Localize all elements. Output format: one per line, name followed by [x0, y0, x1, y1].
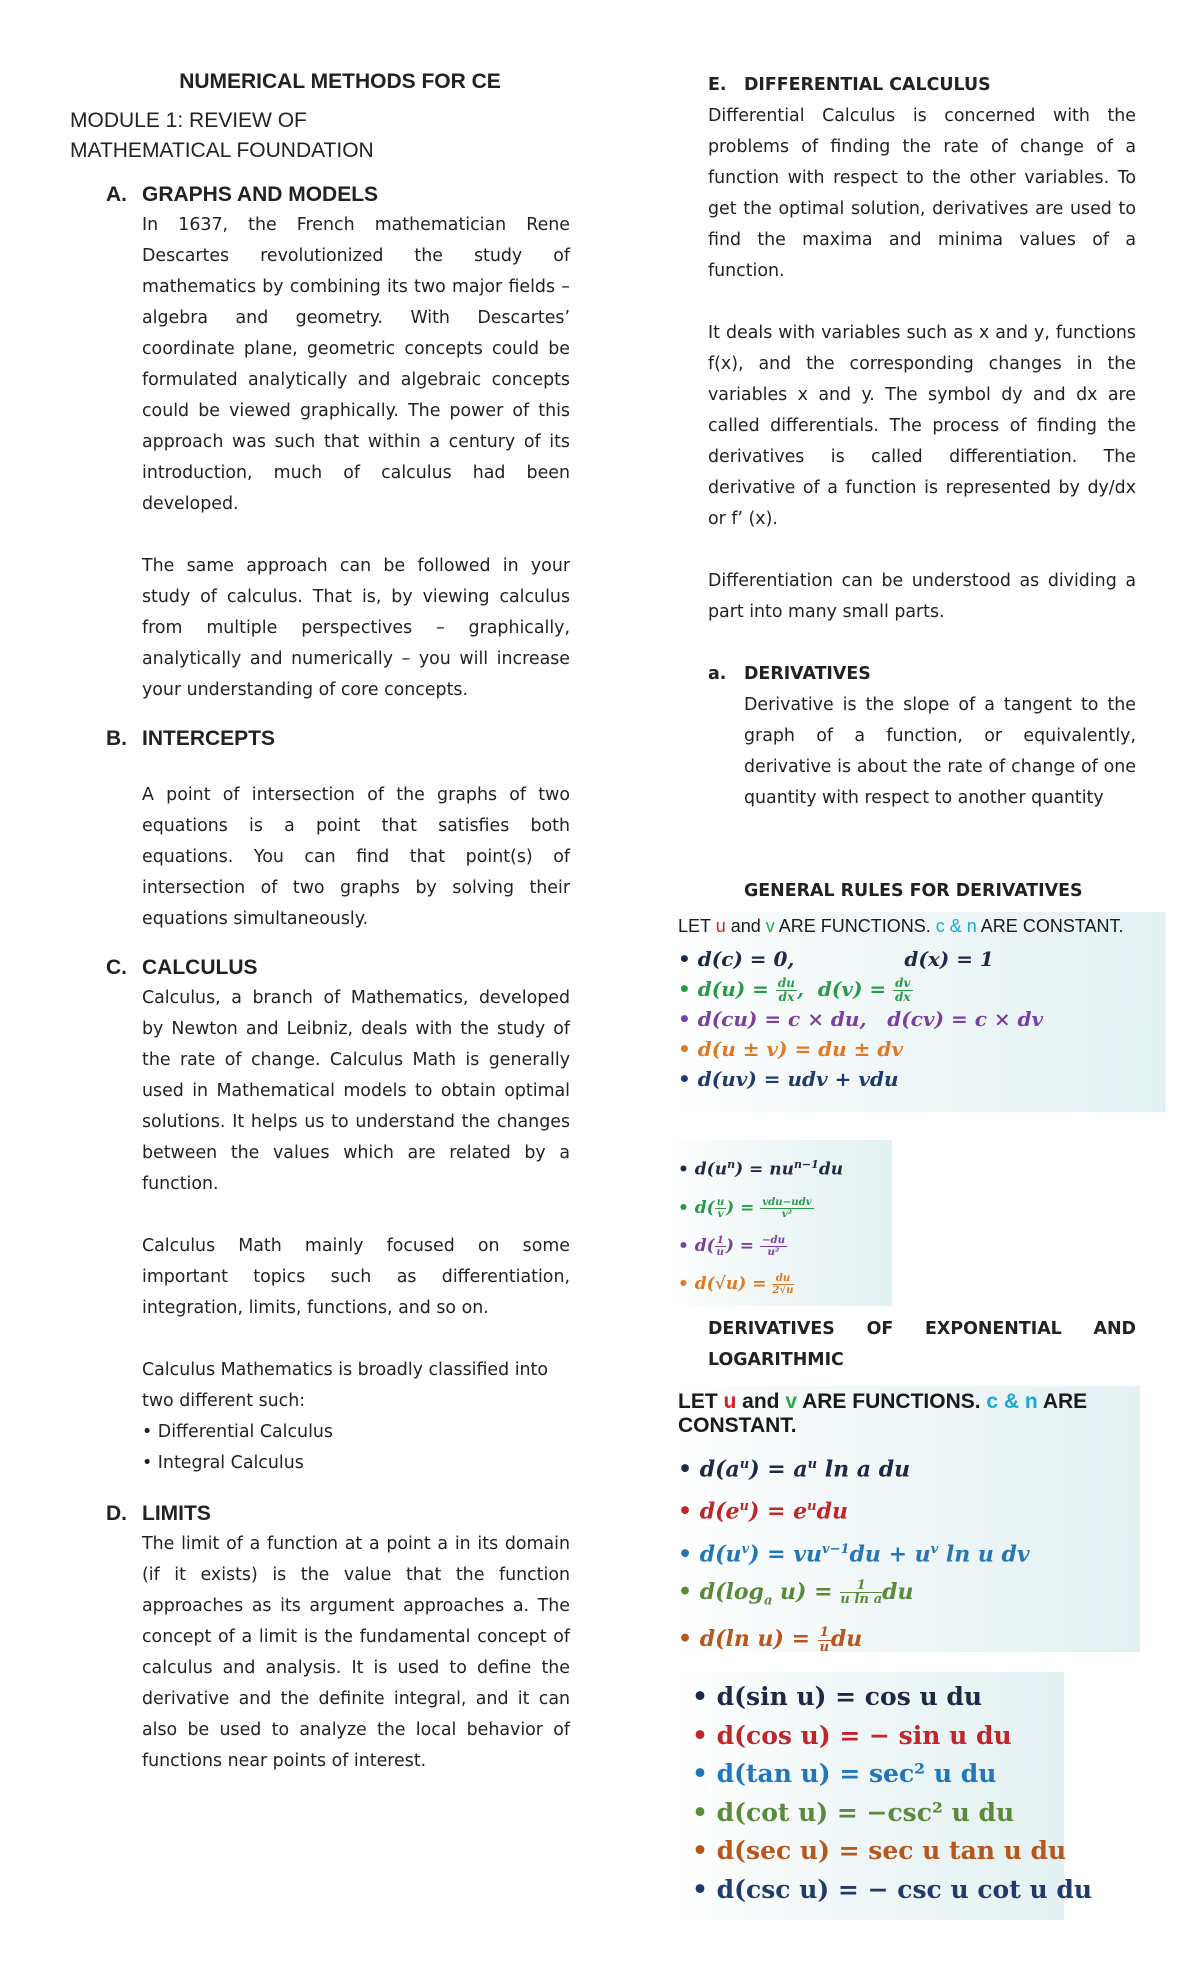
rule-constant-multiple: • d(cu) = c × du, d(cv) = c × dv — [678, 1007, 1044, 1031]
power-quotient-panel — [668, 1140, 892, 1306]
rule-variable-power: • $d(u^v) = vu^{v-1}du + u^v$ ln u dv — [678, 1540, 1030, 1567]
subsection-heading: a. DERIVATIVES — [708, 664, 871, 684]
rule-csc: • d(csc u) = − csc u cot u du — [692, 1874, 1093, 1904]
paragraph: The limit of a function at a point a in its domain (if it exists) is the value that the function approaches as its argument approaches a. The concept of a limit is the fundamental concept of calculus and analysis. It is used to define the derivative and the definite integral, and it can also be used to analyze the local behavior of functions near points of interest. — [142, 1534, 570, 1771]
calculus-types-list — [142, 1417, 570, 1479]
paragraph: Derivative is the slope of a tangent to the graph of a function, or equivalently, derivative is about the rate of change of one quantity with respect to another quantity — [744, 695, 1136, 808]
section-heading: A. GRAPHS AND MODELS — [106, 183, 379, 206]
rule-quotient: • d( $\frac{u}{v}$ ) = $\frac{\text{vdu−udv}}{\text{v²}}$ — [678, 1195, 812, 1220]
right-column — [708, 70, 1136, 814]
rule-differential: • d(u) = $\frac{du}{dx}$ , d(v) = $\frac{dv}{dx}$ — [678, 976, 911, 1004]
paragraph: In 1637, the French mathematician Rene Descartes revolutionized the study of mathematics by combining its two major fields – algebra and geometry. With Descartes’ coordinate plane, geometric concepts could be formulated analytically and algebraic concepts could be viewed graphically. The power of this approach was such that within a century of its introduction, much of calculus had been developed. — [142, 215, 570, 514]
rule-reciprocal: • d( $\frac{1}{u}$ ) = $\frac{-du}{\text{u²}}$ — [678, 1233, 786, 1258]
rule-exponential-e: • $d(e^u) = e^udu$ — [678, 1498, 848, 1525]
let-statement: LET u and v ARE FUNCTIONS. c & n ARE CONSTANT. — [678, 1390, 1088, 1437]
rule-product: • d(uv) = udv + vdu — [678, 1067, 899, 1091]
rule-sec: • d(sec u) = sec u tan u du — [692, 1836, 1067, 1865]
rule-power: • $d(u^n) = nu^{n-1}du$ — [678, 1158, 844, 1180]
document-title: NUMERICAL METHODS FOR CE — [179, 70, 501, 93]
list-item: • Differential Calculus — [142, 1417, 570, 1448]
left-column — [70, 70, 570, 1777]
section-calculus — [70, 953, 570, 1479]
section-intercepts — [70, 724, 570, 935]
section-heading: D. LIMITS — [106, 1502, 211, 1525]
let-statement: LET u and v ARE FUNCTIONS. c & n ARE CONSTANT. — [678, 916, 1124, 936]
paragraph: The same approach can be followed in your study of calculus. That is, by viewing calculus from multiple perspectives – graphically, analytically and numerically – you will increase your understanding of core concepts. — [142, 556, 570, 700]
general-rules-heading: GENERAL RULES FOR DERIVATIVES — [744, 881, 1083, 901]
paragraph: Calculus Math mainly focused on some important topics such as differentiation, integration, limits, functions, and so on. — [142, 1236, 570, 1318]
list-item: • Integral Calculus — [142, 1448, 570, 1479]
section-limits — [70, 1499, 570, 1777]
section-heading: B. INTERCEPTS — [106, 727, 276, 750]
rule-sum: • d(u ± v) = du ± dv — [678, 1037, 903, 1061]
rule-constant: • d(c) = 0, d(x) = 1 — [678, 947, 994, 971]
trig-panel — [676, 1672, 1093, 1920]
paragraph: It deals with variables such as x and y, functions f(x), and the corresponding changes in the variables x and y. The symbol dy and dx are called differentials. The process of finding the derivatives is called differentiation. The derivative of a function is represented by dy/dx or f’ (x). — [708, 323, 1136, 529]
paragraph: Differentiation can be understood as dividing a part into many small parts. — [708, 571, 1136, 622]
rule-sqrt: • d(√u) = $\frac{du}{2√u}$ — [678, 1271, 794, 1296]
rule-cos: • d(cos u) = − sin u du — [692, 1720, 1012, 1750]
rule-sin: • d(sin u) = cos u du — [692, 1682, 983, 1711]
section-heading: E. DIFFERENTIAL CALCULUS — [708, 75, 991, 95]
section-graphs-and-models — [70, 180, 570, 706]
rule-exponential-a: • $d(a^u) = a^u$ ln a du — [678, 1456, 911, 1483]
paragraph: Differential Calculus is concerned with the problems of finding the rate of change of a function with respect to the other variables. To get the optimal solution, derivatives are used to find the maxima and minima values of a function. — [708, 106, 1136, 281]
section-heading: C. CALCULUS — [106, 956, 258, 979]
rule-tan: • d(tan u) = sec² u du — [692, 1759, 997, 1788]
paragraph: A point of intersection of the graphs of two equations is a point that satisfies both equations. You can find that point(s) of intersection of two graphs by solving their equations simultaneously. — [142, 785, 570, 929]
exp-log-panel — [668, 1386, 1140, 1655]
general-rules-panel — [668, 912, 1166, 1112]
rule-log-base-a: • $d(\log_a$ u) = $\frac{1}{\text{u ln a}}$ du — [678, 1577, 914, 1609]
exp-log-heading: DERIVATIVES OF EXPONENTIAL AND LOGARITHMIC — [708, 1319, 1136, 1370]
paragraph: Calculus, a branch of Mathematics, developed by Newton and Leibniz, deals with the study of the rate of change. Calculus Math is generally used in Mathematical models to obtain optimal solutions. It helps us to understand the changes between the values which are related by a function. — [142, 988, 570, 1194]
paragraph: Calculus Mathematics is broadly classified into two different such: — [142, 1360, 549, 1411]
rule-cot: • d(cot u) = −csc² u du — [692, 1797, 1015, 1827]
module-title: MODULE 1: REVIEW OF MATHEMATICAL FOUNDATION — [70, 109, 374, 162]
rule-natural-log: • d(ln u) = $\frac{1}{u}$ du — [678, 1625, 863, 1655]
